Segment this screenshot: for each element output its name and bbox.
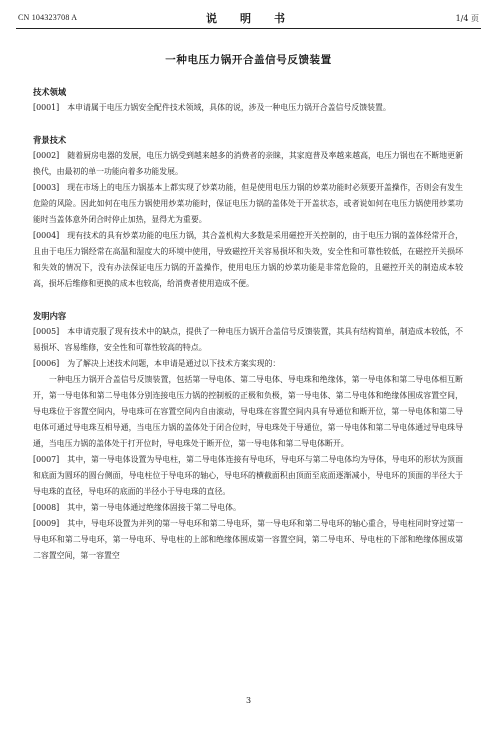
publication-number: CN 104323708 A [18,13,78,22]
paragraph-0008 [33,500,463,516]
paragraph-0004 [33,228,463,292]
paragraph-text: 随着厨房电器的发展，电压力锅受到越来越多的消费者的亲睐，其家庭普及率越来越高，电压力锅也在不断地更新换代，由最初的单一功能向着多功能发展。 [33,151,463,176]
paragraph-0007 [33,452,463,500]
paragraph-0009 [33,516,463,564]
paragraph-text: 本申请克服了现有技术中的缺点，提供了一种电压力锅开合盖信号反馈装置，其具有结构简单，制造成本较低，不易损坏、容易维修，安全性和可靠性较高的特点。 [33,327,463,352]
paragraph-0003 [33,180,463,228]
paragraph-0005 [33,324,463,356]
header-rule [16,28,481,29]
document-body [33,84,463,564]
paragraph-number: [0007] [33,455,60,464]
paragraph-text: 现有技术的具有炒菜功能的电压力锅，其合盖机构大多数是采用磁控开关控制的，由于电压力锅的盖体经常开合，且由于电压力锅经常在高温和湿度大的环境中使用，导致磁控开关容易损坏和失效，安全性和可靠性较低，在磁控开关损坏和失效的情况下，没有办法保证电压力锅的开盖操作，使用电压力锅的炒菜功能是非常危险的，且磁控开关的制造成本较高，损坏后维修和更换的成本也较高，给消费者使用造成不便。 [33,231,463,288]
paragraph-number: [0006] [33,359,60,368]
paragraph-number: [0008] [33,503,60,512]
page-header [16,8,481,30]
paragraph-text: 现在市场上的电压力锅基本上都实现了炒菜功能，但是使用电压力锅的炒菜功能时必须要开盖操作，否则会有发生危险的风险。因此如何在电压力锅使用炒菜功能时，保证电压力锅的盖体处于开盖状态，或者说如何在电压力锅使用炒菜功能时当盖体意外闭合时停止加热，显得尤为重要。 [33,183,463,224]
paragraph-text: 其中，导电环设置为并列的第一导电环和第二导电环，第一导电环和第二导电环的轴心重合，导电柱同时穿过第一导电环和第二导电环，第一导电环、导电柱的上部和绝缘体围成第一容置空间，第二导电环、导电柱的下部和绝缘体围成第二容置空间，第一容置空 [33,519,463,560]
section-heading-tech-field: 技术领域 [33,87,67,97]
document-title: 一种电压力锅开合盖信号反馈装置 [165,54,332,66]
paragraph-text: 其中，第一导电体通过绝缘体固接于第二导电体。 [67,503,241,512]
section-heading-background: 背景技术 [33,135,67,145]
paragraph-number: [0002] [33,151,60,160]
page-indicator: 1/4 页 [455,14,479,23]
paragraph-text: 为了解决上述技术问题，本申请是通过以下技术方案实现的： [67,359,281,368]
paragraph-number: [0004] [33,231,60,240]
page-number: 3 [245,696,252,705]
paragraph-number: [0005] [33,327,60,336]
paragraph-number: [0009] [33,519,60,528]
section-heading-invention: 发明内容 [33,311,67,321]
paragraph-text: 本申请属于电压力锅安全配件技术领域，具体的说，涉及一种电压力锅开合盖信号反馈装置。 [67,103,391,112]
header-title: 说 明 书 [206,12,291,25]
paragraph-text: 其中，第一导电体设置为导电柱，第二导电体连接有导电环，导电环与第二导电体均为导体，导电环的形状为顶面和底面为圆环的圆台侧面，导电柱位于导电环的轴心，导电环的横截面积由顶面至底面逐渐减小，导电环的顶面的半径大于导电珠的直径，导电环的底面的半径小于导电珠的直径。 [33,455,463,496]
paragraph-0006-continued: 一种电压力锅开合盖信号反馈装置，包括第一导电体、第二导电体、导电珠和绝缘体，第一导电体和第二导电体相互断开，第一导电体和第二导电体分别连接电压力锅的控制板的正极和负极，第一导电体、第二导电体和绝缘体围成容置空间，导电珠位于容置空间内，导电珠可在容置空间内自由滚动，导电珠在容置空间内具有导通位和断开位，第一导电体和第二导电体可通过导电珠互相导通，当电压力锅的盖体处于闭合位时，导电珠处于导通位，第一导电体和第二导电体通过导电珠导通，当电压力锅的盖体处于打开位时，导电珠处于断开位，第一导电体和第二导电体断开。 [33,375,463,448]
paragraph-0002 [33,148,463,180]
paragraph-0001 [33,100,463,116]
paragraph-number: [0001] [33,103,60,112]
paragraph-0006 [33,356,463,372]
paragraph-number: [0003] [33,183,60,192]
